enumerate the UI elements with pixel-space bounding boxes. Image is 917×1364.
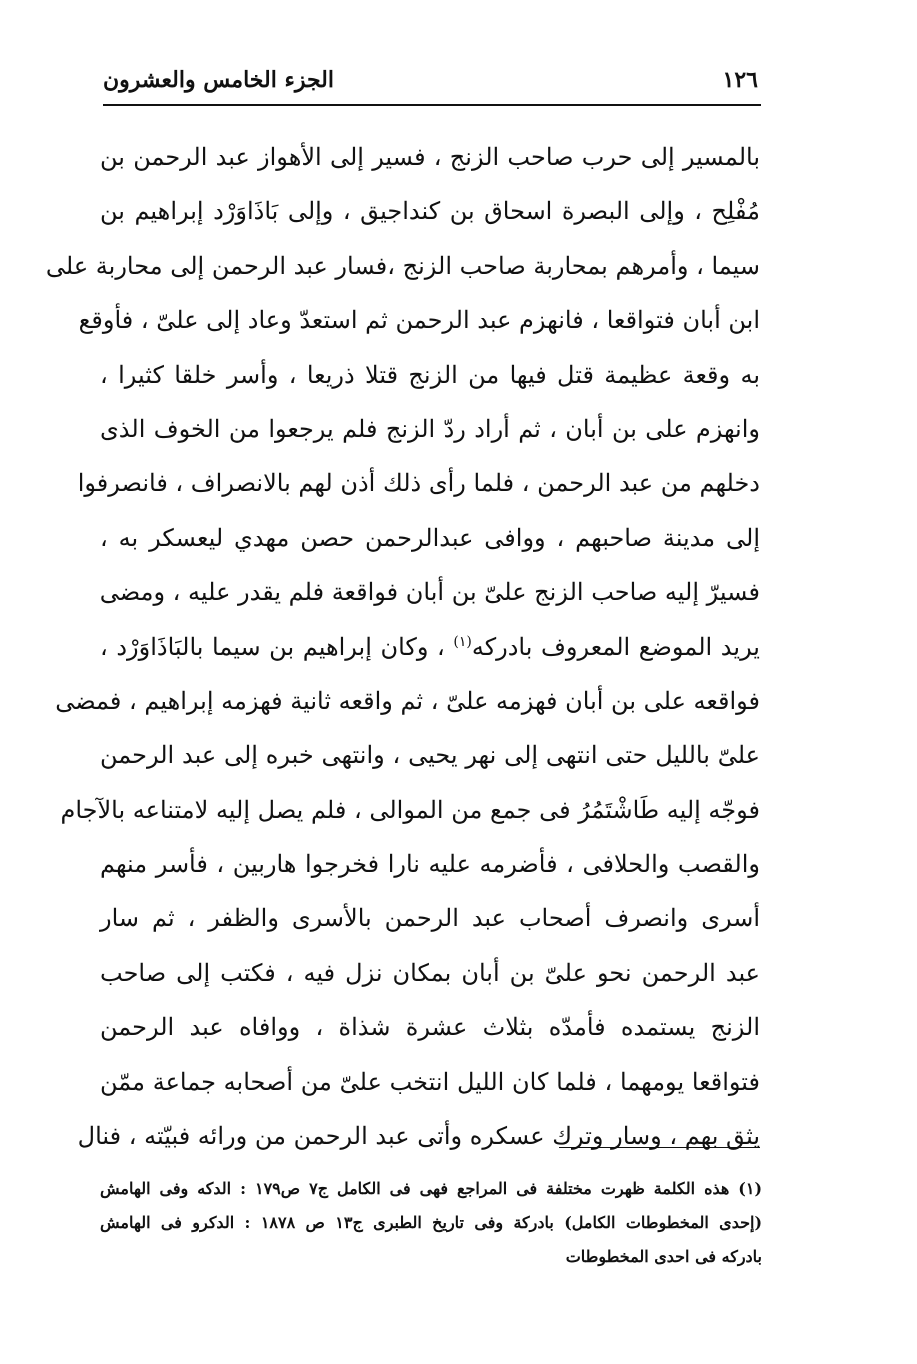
- text-line-with-footnote: [100, 620, 760, 674]
- footnotes: [100, 1172, 762, 1274]
- text-line: مُفْلِح ، وإلى البصرة اسحاق بن كنداجيق ، وإلى بَاذَاوَرْد إبراهيم بن: [100, 197, 760, 226]
- text-line: عبد الرحمن نحو علىّ بن أبان بمكان نزل فيه ، فكتب إلى صاحب: [100, 958, 760, 987]
- text-line: فتواقعا يومهما ، فلما كان الليل انتخب علىّ من أصحابه جماعة ممّن: [100, 1067, 760, 1096]
- text-line: سيما ، وأمرهم بمحاربة صاحب الزنج ،فسار عبد الرحمن إلى محاربة على: [45, 251, 760, 280]
- text-segment: يريد الموضع المعروف بادركه: [471, 632, 760, 661]
- text-line: فسيرّ إليه صاحب الزنج علىّ بن أبان فواقعة فلم يقدر عليه ، ومضى: [99, 578, 760, 607]
- text-line: أسرى وانصرف أصحاب عبد الرحمن بالأسرى والظفر ، ثم سار: [100, 904, 760, 933]
- text-line: دخلهم من عبد الرحمن ، فلما رأى ذلك أذن لهم بالانصراف ، فانصرفوا: [77, 469, 760, 498]
- footnote-line: (١) هذه الكلمة ظهرت مختلفة فى المراجع فهى فى الكامل ج٧ ص١٧٩ : الدكه وفى الهامش: [100, 1179, 763, 1198]
- page-header: [103, 60, 758, 100]
- text-line: الزنج يستمده فأمدّه بثلاث عشرة شذاة ، ووافاه عبد الرحمن: [100, 1013, 760, 1042]
- text-line: إلى مدينة صاحبهم ، ووافى عبدالرحمن حصن مهدي ليعسكر به ،: [100, 523, 760, 552]
- footnote-line: (إحدى المخطوطات الكامل) بادركة وفى تاريخ الطبرى ج١٣ ص ١٨٧٨ : الدكرو فى الهامش: [100, 1213, 763, 1232]
- text-segment: ، وكان إبراهيم بن سيما بالبَاذَاوَرْد ،: [100, 632, 445, 661]
- footnote-marker: (١): [453, 633, 472, 650]
- text-line: يثق بهم ، وسار وترك عسكره وأتى عبد الرحمن من ورائه فبيّته ، فنال: [77, 1122, 760, 1151]
- text-line: فواقعه على بن أبان فهزمه علىّ ، ثم واقعه ثانية فهزمه إبراهيم ، فمضى: [55, 686, 760, 715]
- text-line: بالمسير إلى حرب صاحب الزنج ، فسير إلى الأهواز عبد الرحمن بن: [100, 143, 760, 171]
- text-line: ابن أبان فتواقعا ، فانهزم عبد الرحمن ثم استعدّ وعاد إلى علىّ ، فأوقع: [78, 306, 760, 335]
- running-title: الجزء الخامس والعشرون: [103, 67, 334, 93]
- text-line: وانهزم على بن أبان ، ثم أراد ردّ الزنج فلم يرجعوا من الخوف الذى: [100, 414, 760, 443]
- header-rule: [103, 104, 761, 106]
- text-line: فوجّه إليه طَاشْتَمُرُ فى جمع من الموالى ، فلم يصل إليه لامتناعه بالآجام: [60, 795, 760, 824]
- page-number: ١٢٦: [722, 67, 758, 93]
- main-text: [45, 130, 760, 1163]
- footnote-line: بادركه فى احدى المخطوطات: [565, 1247, 762, 1266]
- text-line: علىّ بالليل حتى انتهى إلى نهر يحيى ، وانتهى خبره إلى عبد الرحمن: [100, 741, 760, 770]
- text-line: به وقعة عظيمة قتل فيها من الزنج قتلا ذريعا ، وأسر خلقا كثيرا ،: [100, 360, 760, 389]
- text-line: والقصب والحلافى ، فأضرمه عليه نارا فخرجوا هاربين ، فأسر منهم: [100, 850, 760, 879]
- footnote-rule: [559, 1147, 760, 1148]
